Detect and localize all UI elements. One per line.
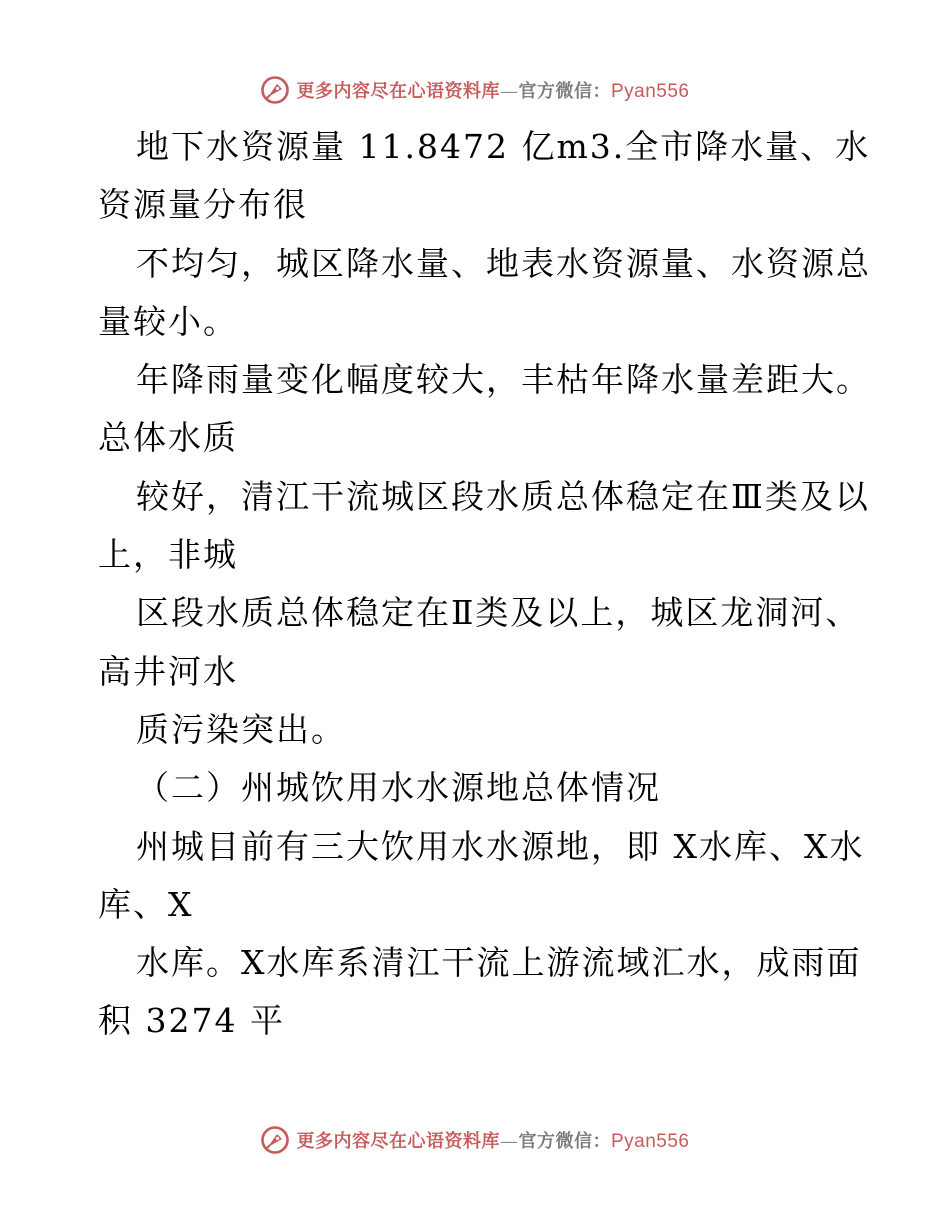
pen-nib-logo-icon <box>260 1125 290 1155</box>
body-line: 高井河水 <box>98 651 238 691</box>
header-banner-dash: — <box>499 81 519 102</box>
body-line: 较好，清江干流城区段水质总体稳定在Ⅲ类及以 <box>136 476 870 516</box>
body-line: 州城目前有三大饮用水水源地，即 X水库、X水 <box>136 826 865 866</box>
section-heading: （二）州城饮用水水源地总体情况 <box>136 768 661 808</box>
body-line: 不均匀，城区降水量、地表水资源量、水资源总 <box>136 243 871 283</box>
header-banner-label: 官方微信： <box>518 81 611 102</box>
footer-banner-dash: — <box>499 1131 519 1152</box>
footer-banner-id: Pyan556 <box>610 1131 690 1152</box>
header-banner-main: 更多内容尽在心语资料库 <box>296 81 500 102</box>
header-banner-id: Pyan556 <box>610 81 690 102</box>
body-line: 年降雨量变化幅度较大，丰枯年降水量差距大。 <box>136 360 871 400</box>
body-line: 质污染突出。 <box>136 709 346 749</box>
footer-banner-inner <box>260 1125 689 1155</box>
body-line: 积 3274 平 <box>98 1001 285 1041</box>
footer-banner-text <box>296 1127 689 1153</box>
header-banner-text <box>296 77 689 103</box>
body-line: 总体水质 <box>98 418 238 458</box>
body-line: 库、X <box>98 884 194 924</box>
body-line: 上，非城 <box>98 535 238 575</box>
document-body <box>98 118 871 1051</box>
body-line: 资源量分布很 <box>98 185 308 225</box>
header-banner-inner <box>260 75 689 105</box>
pen-nib-logo-icon <box>260 75 290 105</box>
footer-banner-main: 更多内容尽在心语资料库 <box>296 1131 500 1152</box>
footer-banner-label: 官方微信： <box>518 1131 611 1152</box>
body-line: 量较小。 <box>98 301 238 341</box>
header-banner <box>0 70 950 110</box>
body-line: 区段水质总体稳定在Ⅱ类及以上，城区龙洞河、 <box>136 593 861 633</box>
footer-banner <box>0 1120 950 1160</box>
body-line: 地下水资源量 11.8472 亿m3.全市降水量、水 <box>136 127 871 166</box>
body-line: 水库。X水库系清江干流上游流域汇水，成雨面 <box>136 943 862 983</box>
